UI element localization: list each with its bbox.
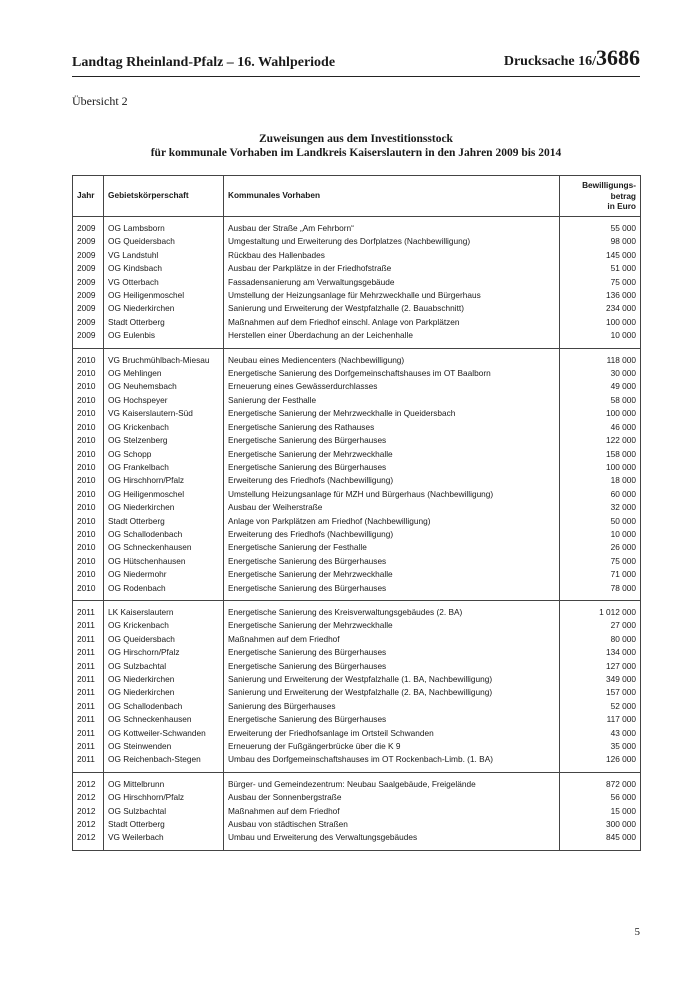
table-row	[73, 727, 641, 740]
cell-gebietskoerperschaft: OG Niederkirchen	[104, 501, 224, 514]
cell-vorhaben: Sanierung des Bürgerhauses	[224, 700, 560, 713]
cell-vorhaben: Neubau eines Mediencenters (Nachbewilligung)	[224, 354, 560, 367]
cell-vorhaben: Energetische Sanierung des Bürgerhauses	[224, 660, 560, 673]
cell-jahr: 2011	[73, 660, 104, 673]
cell-betrag: 127 000	[560, 660, 641, 673]
cell-gebietskoerperschaft: OG Niederkirchen	[104, 686, 224, 699]
cell-gebietskoerperschaft: OG Hirschorn/Pfalz	[104, 646, 224, 659]
cell-gebietskoerperschaft: OG Niederkirchen	[104, 673, 224, 686]
cell-jahr: 2011	[73, 686, 104, 699]
cell-vorhaben: Maßnahmen auf dem Friedhof	[224, 633, 560, 646]
spacer-cell	[560, 845, 641, 851]
cell-vorhaben: Energetische Sanierung der Mehrzweckhalle in Queidersbach	[224, 407, 560, 420]
page-number: 5	[634, 926, 640, 938]
table-row	[73, 276, 641, 289]
cell-vorhaben: Sanierung und Erweiterung der Westpfalzhalle (2. BA, Nachbewilligung)	[224, 686, 560, 699]
table-row	[73, 421, 641, 434]
cell-betrag: 55 000	[560, 222, 641, 235]
cell-betrag: 80 000	[560, 633, 641, 646]
table-row	[73, 528, 641, 541]
header-betrag-line-3: in Euro	[607, 201, 636, 212]
title-line-1: Zuweisungen aus dem Investitionsstock	[259, 133, 453, 145]
cell-betrag: 10 000	[560, 528, 641, 541]
table-row	[73, 394, 641, 407]
header-title: Landtag Rheinland-Pfalz – 16. Wahlperiode	[72, 55, 336, 70]
cell-jahr: 2011	[73, 700, 104, 713]
cell-vorhaben: Maßnahmen auf dem Friedhof einschl. Anlage von Parkplätzen	[224, 316, 560, 329]
cell-vorhaben: Umbau und Erweiterung des Verwaltungsgebäudes	[224, 831, 560, 844]
cell-jahr: 2011	[73, 713, 104, 726]
cell-jahr: 2009	[73, 302, 104, 315]
cell-gebietskoerperschaft: VG Kaiserslautern-Süd	[104, 407, 224, 420]
year-group	[73, 217, 641, 349]
cell-betrag: 32 000	[560, 501, 641, 514]
cell-gebietskoerperschaft: OG Niedermohr	[104, 568, 224, 581]
cell-gebietskoerperschaft: LK Kaiserslautern	[104, 606, 224, 619]
cell-betrag: 117 000	[560, 713, 641, 726]
table-row	[73, 380, 641, 393]
cell-betrag: 30 000	[560, 367, 641, 380]
cell-gebietskoerperschaft: OG Mehlingen	[104, 367, 224, 380]
table-row	[73, 329, 641, 342]
year-group	[73, 772, 641, 850]
cell-betrag: 845 000	[560, 831, 641, 844]
cell-vorhaben: Erweiterung der Friedhofsanlage im Ortsteil Schwanden	[224, 727, 560, 740]
cell-betrag: 118 000	[560, 354, 641, 367]
cell-gebietskoerperschaft: OG Sulzbachtal	[104, 805, 224, 818]
cell-vorhaben: Energetische Sanierung der Mehrzweckhalle	[224, 448, 560, 461]
cell-betrag: 872 000	[560, 778, 641, 791]
cell-betrag: 58 000	[560, 394, 641, 407]
cell-jahr: 2010	[73, 367, 104, 380]
header-gebietskoerperschaft: Gebietskörperschaft	[104, 176, 224, 217]
table-row	[73, 316, 641, 329]
cell-gebietskoerperschaft: OG Hirschhorn/Pfalz	[104, 474, 224, 487]
cell-vorhaben: Energetische Sanierung des Bürgerhauses	[224, 582, 560, 595]
cell-vorhaben: Sanierung und Erweiterung der Westpfalzhalle (2. Bauabschnitt)	[224, 302, 560, 315]
cell-betrag: 27 000	[560, 619, 641, 632]
table-row	[73, 582, 641, 595]
cell-betrag: 49 000	[560, 380, 641, 393]
cell-vorhaben: Energetische Sanierung des Rathauses	[224, 421, 560, 434]
cell-vorhaben: Energetische Sanierung der Festhalle	[224, 541, 560, 554]
cell-vorhaben: Energetische Sanierung des Bürgerhauses	[224, 646, 560, 659]
cell-gebietskoerperschaft: Stadt Otterberg	[104, 515, 224, 528]
table-row	[73, 805, 641, 818]
section-label: Übersicht 2	[72, 94, 128, 108]
cell-jahr: 2010	[73, 421, 104, 434]
table-row	[73, 633, 641, 646]
cell-vorhaben: Umbau des Dorfgemeinschaftshauses im OT Rockenbach-Limb. (1. BA)	[224, 753, 560, 766]
page-header	[72, 44, 640, 77]
cell-jahr: 2010	[73, 407, 104, 420]
cell-gebietskoerperschaft: OG Schallodenbach	[104, 528, 224, 541]
cell-betrag: 26 000	[560, 541, 641, 554]
header-jahr: Jahr	[73, 176, 104, 217]
cell-gebietskoerperschaft: OG Sulzbachtal	[104, 660, 224, 673]
cell-gebietskoerperschaft: VG Landstuhl	[104, 249, 224, 262]
cell-jahr: 2011	[73, 727, 104, 740]
cell-betrag: 158 000	[560, 448, 641, 461]
spacer-cell	[73, 845, 104, 851]
table-row	[73, 713, 641, 726]
cell-betrag: 51 000	[560, 262, 641, 275]
cell-jahr: 2011	[73, 753, 104, 766]
cell-jahr: 2010	[73, 461, 104, 474]
cell-vorhaben: Erneuerung eines Gewässerdurchlasses	[224, 380, 560, 393]
cell-jahr: 2009	[73, 276, 104, 289]
table-row	[73, 501, 641, 514]
cell-jahr: 2010	[73, 555, 104, 568]
cell-gebietskoerperschaft: OG Eulenbis	[104, 329, 224, 342]
cell-betrag: 75 000	[560, 555, 641, 568]
cell-jahr: 2012	[73, 778, 104, 791]
cell-vorhaben: Sanierung und Erweiterung der Westpfalzhalle (1. BA, Nachbewilligung)	[224, 673, 560, 686]
cell-betrag: 71 000	[560, 568, 641, 581]
table-row	[73, 818, 641, 831]
cell-betrag: 56 000	[560, 791, 641, 804]
cell-gebietskoerperschaft: OG Stelzenberg	[104, 434, 224, 447]
cell-betrag: 122 000	[560, 434, 641, 447]
cell-jahr: 2012	[73, 805, 104, 818]
spacer-cell	[104, 845, 224, 851]
cell-jahr: 2010	[73, 380, 104, 393]
cell-jahr: 2010	[73, 528, 104, 541]
cell-betrag: 98 000	[560, 235, 641, 248]
cell-betrag: 134 000	[560, 646, 641, 659]
cell-gebietskoerperschaft: OG Lambsborn	[104, 222, 224, 235]
cell-vorhaben: Ausbau von städtischen Straßen	[224, 818, 560, 831]
cell-jahr: 2010	[73, 474, 104, 487]
cell-vorhaben: Ausbau der Straße „Am Fehrborn“	[224, 222, 560, 235]
cell-gebietskoerperschaft: VG Bruchmühlbach-Miesau	[104, 354, 224, 367]
cell-gebietskoerperschaft: OG Hirschhorn/Pfalz	[104, 791, 224, 804]
cell-jahr: 2011	[73, 606, 104, 619]
cell-betrag: 1 012 000	[560, 606, 641, 619]
cell-vorhaben: Energetische Sanierung der Mehrzweckhalle	[224, 568, 560, 581]
table-header-row	[73, 176, 641, 217]
cell-jahr: 2011	[73, 673, 104, 686]
cell-betrag: 75 000	[560, 276, 641, 289]
cell-vorhaben: Maßnahmen auf dem Friedhof	[224, 805, 560, 818]
cell-gebietskoerperschaft: OG Heiligenmoschel	[104, 488, 224, 501]
table-row	[73, 474, 641, 487]
cell-gebietskoerperschaft: OG Krickenbach	[104, 619, 224, 632]
cell-betrag: 46 000	[560, 421, 641, 434]
cell-jahr: 2010	[73, 501, 104, 514]
table-row	[73, 619, 641, 632]
table-row	[73, 831, 641, 844]
cell-vorhaben: Umgestaltung und Erweiterung des Dorfplatzes (Nachbewilligung)	[224, 235, 560, 248]
cell-betrag: 43 000	[560, 727, 641, 740]
cell-vorhaben: Energetische Sanierung des Kreisverwaltungsgebäudes (2. BA)	[224, 606, 560, 619]
cell-vorhaben: Umstellung Heizungsanlage für MZH und Bürgerhaus (Nachbewilligung)	[224, 488, 560, 501]
cell-gebietskoerperschaft: OG Schopp	[104, 448, 224, 461]
table-row	[73, 407, 641, 420]
cell-vorhaben: Rückbau des Hallenbades	[224, 249, 560, 262]
table-row	[73, 302, 641, 315]
table-row	[73, 222, 641, 235]
cell-jahr: 2010	[73, 515, 104, 528]
cell-jahr: 2011	[73, 646, 104, 659]
cell-betrag: 100 000	[560, 407, 641, 420]
cell-jahr: 2010	[73, 541, 104, 554]
cell-gebietskoerperschaft: VG Otterbach	[104, 276, 224, 289]
cell-betrag: 50 000	[560, 515, 641, 528]
cell-gebietskoerperschaft: OG Mittelbrunn	[104, 778, 224, 791]
cell-gebietskoerperschaft: Stadt Otterberg	[104, 818, 224, 831]
table-row	[73, 262, 641, 275]
cell-jahr: 2009	[73, 289, 104, 302]
cell-gebietskoerperschaft: OG Schneckenhausen	[104, 541, 224, 554]
cell-jahr: 2009	[73, 316, 104, 329]
drucksache-label	[504, 45, 640, 71]
table-row	[73, 249, 641, 262]
cell-betrag: 35 000	[560, 740, 641, 753]
cell-vorhaben: Ausbau der Parkplätze in der Friedhofstraße	[224, 262, 560, 275]
cell-betrag: 100 000	[560, 316, 641, 329]
cell-betrag: 126 000	[560, 753, 641, 766]
table-row	[73, 289, 641, 302]
spacer-cell	[224, 845, 560, 851]
cell-betrag: 136 000	[560, 289, 641, 302]
cell-betrag: 100 000	[560, 461, 641, 474]
header-vorhaben: Kommunales Vorhaben	[224, 176, 560, 217]
table-row	[73, 354, 641, 367]
table-row	[73, 673, 641, 686]
cell-betrag: 145 000	[560, 249, 641, 262]
cell-gebietskoerperschaft: OG Schallodenbach	[104, 700, 224, 713]
cell-vorhaben: Energetische Sanierung des Bürgerhauses	[224, 555, 560, 568]
table-row	[73, 461, 641, 474]
table-row	[73, 555, 641, 568]
table-row	[73, 778, 641, 791]
allocations-table	[72, 175, 641, 851]
table-row	[73, 235, 641, 248]
cell-vorhaben: Energetische Sanierung des Bürgerhauses	[224, 461, 560, 474]
cell-gebietskoerperschaft: OG Krickenbach	[104, 421, 224, 434]
table-row	[73, 367, 641, 380]
header-betrag-line-1: Bewilligungs-	[582, 180, 636, 191]
table-row	[73, 686, 641, 699]
cell-vorhaben: Energetische Sanierung der Mehrzweckhalle	[224, 619, 560, 632]
table-title	[72, 132, 640, 160]
header-betrag-line-2: betrag	[610, 190, 636, 201]
cell-vorhaben: Energetische Sanierung des Bürgerhauses	[224, 713, 560, 726]
cell-betrag: 52 000	[560, 700, 641, 713]
cell-jahr: 2010	[73, 488, 104, 501]
cell-gebietskoerperschaft: OG Rodenbach	[104, 582, 224, 595]
cell-gebietskoerperschaft: OG Neuhemsbach	[104, 380, 224, 393]
cell-jahr: 2009	[73, 249, 104, 262]
cell-betrag: 300 000	[560, 818, 641, 831]
cell-jahr: 2009	[73, 329, 104, 342]
cell-betrag: 349 000	[560, 673, 641, 686]
cell-gebietskoerperschaft: VG Weilerbach	[104, 831, 224, 844]
cell-gebietskoerperschaft: OG Queidersbach	[104, 633, 224, 646]
year-group	[73, 600, 641, 772]
cell-jahr: 2012	[73, 791, 104, 804]
cell-jahr: 2011	[73, 619, 104, 632]
cell-gebietskoerperschaft: OG Schneckenhausen	[104, 713, 224, 726]
cell-vorhaben: Anlage von Parkplätzen am Friedhof (Nachbewilligung)	[224, 515, 560, 528]
cell-betrag: 15 000	[560, 805, 641, 818]
cell-gebietskoerperschaft: OG Kindsbach	[104, 262, 224, 275]
cell-vorhaben: Bürger- und Gemeindezentrum: Neubau Saalgebäude, Freigelände	[224, 778, 560, 791]
cell-vorhaben: Fassadensanierung am Verwaltungsgebäude	[224, 276, 560, 289]
cell-jahr: 2009	[73, 235, 104, 248]
table-row	[73, 660, 641, 673]
cell-jahr: 2010	[73, 354, 104, 367]
table-row	[73, 606, 641, 619]
cell-jahr: 2009	[73, 222, 104, 235]
cell-jahr: 2010	[73, 394, 104, 407]
cell-gebietskoerperschaft: OG Heiligenmoschel	[104, 289, 224, 302]
cell-vorhaben: Umstellung der Heizungsanlage für Mehrzweckhalle und Bürgerhaus	[224, 289, 560, 302]
cell-gebietskoerperschaft: OG Kottweiler-Schwanden	[104, 727, 224, 740]
table-row	[73, 791, 641, 804]
cell-jahr: 2010	[73, 448, 104, 461]
table-row	[73, 434, 641, 447]
cell-gebietskoerperschaft: Stadt Otterberg	[104, 316, 224, 329]
table-row	[73, 740, 641, 753]
header-betrag	[560, 176, 641, 217]
cell-gebietskoerperschaft: OG Niederkirchen	[104, 302, 224, 315]
cell-vorhaben: Ausbau der Sonnenbergstraße	[224, 791, 560, 804]
cell-jahr: 2010	[73, 582, 104, 595]
table-row	[73, 700, 641, 713]
title-line-2: für kommunale Vorhaben im Landkreis Kaiserslautern in den Jahren 2009 bis 2014	[150, 147, 562, 159]
table-row	[73, 568, 641, 581]
cell-jahr: 2012	[73, 818, 104, 831]
cell-betrag: 78 000	[560, 582, 641, 595]
cell-vorhaben: Energetische Sanierung des Bürgerhauses	[224, 434, 560, 447]
drucksache-prefix: Drucksache 16/	[503, 54, 596, 69]
cell-gebietskoerperschaft: OG Reichenbach-Stegen	[104, 753, 224, 766]
cell-jahr: 2010	[73, 568, 104, 581]
cell-vorhaben: Sanierung der Festhalle	[224, 394, 560, 407]
group-spacer	[73, 845, 641, 851]
cell-gebietskoerperschaft: OG Hütschenhausen	[104, 555, 224, 568]
cell-jahr: 2009	[73, 262, 104, 275]
cell-vorhaben: Erweiterung des Friedhofs (Nachbewilligung)	[224, 474, 560, 487]
cell-vorhaben: Herstellen einer Überdachung an der Leichenhalle	[224, 329, 560, 342]
cell-vorhaben: Erneuerung der Fußgängerbrücke über die K 9	[224, 740, 560, 753]
cell-vorhaben: Ausbau der Weiherstraße	[224, 501, 560, 514]
cell-vorhaben: Erweiterung des Friedhofs (Nachbewilligung)	[224, 528, 560, 541]
table-row	[73, 541, 641, 554]
drucksache-number: 3686	[596, 45, 640, 70]
cell-betrag: 60 000	[560, 488, 641, 501]
table-row	[73, 488, 641, 501]
table-row	[73, 448, 641, 461]
cell-jahr: 2011	[73, 740, 104, 753]
cell-betrag: 10 000	[560, 329, 641, 342]
table-row	[73, 646, 641, 659]
cell-gebietskoerperschaft: OG Frankelbach	[104, 461, 224, 474]
cell-gebietskoerperschaft: OG Hochspeyer	[104, 394, 224, 407]
table-row	[73, 753, 641, 766]
cell-betrag: 234 000	[560, 302, 641, 315]
year-group	[73, 348, 641, 600]
cell-gebietskoerperschaft: OG Steinwenden	[104, 740, 224, 753]
cell-betrag: 18 000	[560, 474, 641, 487]
cell-jahr: 2010	[73, 434, 104, 447]
cell-gebietskoerperschaft: OG Queidersbach	[104, 235, 224, 248]
cell-betrag: 157 000	[560, 686, 641, 699]
cell-vorhaben: Energetische Sanierung des Dorfgemeinschaftshauses im OT Baalborn	[224, 367, 560, 380]
cell-jahr: 2011	[73, 633, 104, 646]
table-row	[73, 515, 641, 528]
cell-jahr: 2012	[73, 831, 104, 844]
